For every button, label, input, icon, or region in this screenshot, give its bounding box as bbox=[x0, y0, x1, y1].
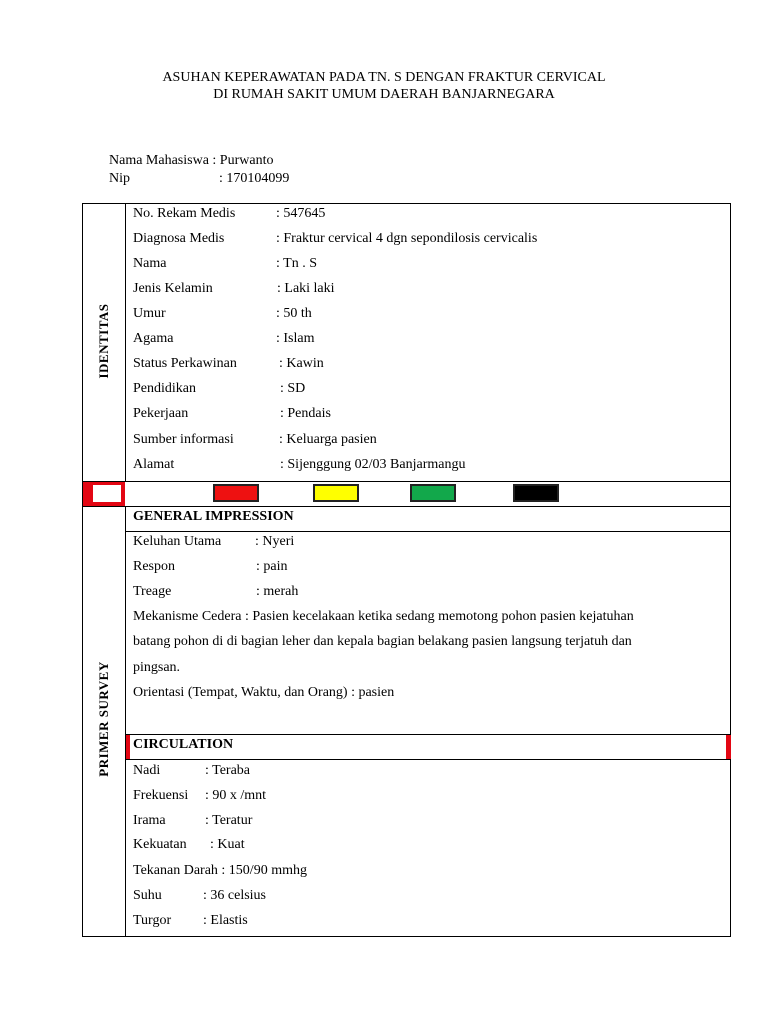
circulation-heading: CIRCULATION bbox=[133, 737, 234, 752]
mekanisme-cedera-line-2: batang pohon di di bagian leher dan kepala bagian belakang pasien langsung terjatuh dan bbox=[133, 634, 632, 649]
identitas-section-label: IDENTITAS bbox=[96, 303, 111, 379]
triage-marker-cell bbox=[83, 482, 125, 506]
identitas-row-label: Sumber informasi bbox=[133, 432, 234, 447]
primer-divider bbox=[125, 506, 126, 937]
identitas-row-label: Status Perkawinan bbox=[133, 356, 237, 371]
triage-marker-box bbox=[93, 485, 121, 502]
circulation-row-value: : Kuat bbox=[210, 837, 245, 852]
identitas-row-label: Umur bbox=[133, 306, 166, 321]
circulation-row-label: Kekuatan bbox=[133, 837, 187, 852]
identitas-row-label: Diagnosa Medis bbox=[133, 231, 225, 246]
identitas-row-value: : 547645 bbox=[276, 206, 326, 221]
circulation-row bbox=[133, 862, 307, 879]
document-title-line-2: DI RUMAH SAKIT UMUM DAERAH BANJARNEGARA bbox=[213, 87, 555, 102]
circulation-row-label: Tekanan Darah bbox=[133, 863, 218, 878]
identitas-row-value: : SD bbox=[280, 381, 306, 396]
circulation-row-label: Frekuensi bbox=[133, 788, 189, 803]
identitas-row-label: Jenis Kelamin bbox=[133, 281, 213, 296]
circulation-row-label: Turgor bbox=[133, 913, 172, 928]
document-title-line-1: ASUHAN KEPERAWATAN PADA TN. S DENGAN FRAKTUR CERVICAL bbox=[162, 70, 606, 85]
identitas-row-value: : Laki laki bbox=[277, 281, 335, 296]
identitas-row-label: Nama bbox=[133, 256, 167, 271]
circulation-row-label: Irama bbox=[133, 813, 166, 828]
row-divider-triage bbox=[82, 506, 731, 507]
identitas-divider bbox=[125, 203, 126, 482]
triage-black-swatch bbox=[513, 484, 559, 502]
general-impression-heading: GENERAL IMPRESSION bbox=[133, 509, 294, 524]
identitas-row-value: : Pendais bbox=[280, 406, 331, 421]
row-divider-general bbox=[125, 531, 731, 532]
triage-green-swatch bbox=[410, 484, 456, 502]
mekanisme-cedera-line-1: Mekanisme Cedera : Pasien kecelakaan ketika sedang memotong pohon pasien kejatuhan bbox=[133, 609, 634, 624]
circulation-row-value: : 150/90 mmhg bbox=[221, 863, 307, 878]
identitas-row-value: : 50 th bbox=[276, 306, 312, 321]
student-name-value: : Purwanto bbox=[212, 153, 274, 168]
identitas-row-label: Pekerjaan bbox=[133, 406, 189, 421]
identitas-row-value: : Keluarga pasien bbox=[279, 432, 377, 447]
general-impression-row-value: : pain bbox=[256, 559, 288, 574]
student-nip-label: Nip bbox=[109, 171, 130, 186]
assessment-table bbox=[82, 203, 731, 937]
identitas-row-label: Alamat bbox=[133, 457, 175, 472]
identitas-row-label: Agama bbox=[133, 331, 174, 346]
general-impression-row-label: Respon bbox=[133, 559, 175, 574]
mekanisme-cedera-line-3: pingsan. bbox=[133, 660, 181, 675]
row-divider-identitas bbox=[82, 481, 731, 482]
identitas-row-value: : Tn . S bbox=[276, 256, 317, 271]
circulation-left-marker bbox=[126, 735, 130, 759]
identitas-row-value: : Fraktur cervical 4 dgn sepondilosis cervicalis bbox=[276, 231, 538, 246]
orientasi-row: Orientasi (Tempat, Waktu, dan Orang) : pasien bbox=[133, 685, 395, 700]
student-name-label: Nama Mahasiswa bbox=[109, 153, 209, 168]
identitas-row-label: No. Rekam Medis bbox=[133, 206, 236, 221]
identitas-row-value: : Islam bbox=[276, 331, 315, 346]
circulation-right-marker bbox=[726, 735, 731, 759]
circulation-row-value: : 36 celsius bbox=[203, 888, 266, 903]
circulation-row-value: : 90 x /mnt bbox=[205, 788, 267, 803]
primer-survey-section-label: PRIMER SURVEY bbox=[96, 661, 111, 777]
general-impression-row-value: : merah bbox=[256, 584, 299, 599]
circulation-row-label: Suhu bbox=[133, 888, 162, 903]
general-impression-row-label: Treage bbox=[133, 584, 172, 599]
identitas-row-label: Pendidikan bbox=[133, 381, 196, 396]
circulation-row-label: Nadi bbox=[133, 763, 161, 778]
circulation-row-value: : Teratur bbox=[205, 813, 253, 828]
general-impression-row-value: : Nyeri bbox=[255, 534, 295, 549]
circulation-row-value: : Elastis bbox=[203, 913, 248, 928]
student-name-row bbox=[109, 152, 273, 169]
identitas-row-value: : Sijenggung 02/03 Banjarmangu bbox=[280, 457, 466, 472]
identitas-row-value: : Kawin bbox=[279, 356, 324, 371]
circulation-row-value: : Teraba bbox=[205, 763, 251, 778]
triage-yellow-swatch bbox=[313, 484, 359, 502]
student-nip-value: : 170104099 bbox=[219, 171, 290, 186]
general-impression-row-label: Keluhan Utama bbox=[133, 534, 222, 549]
triage-red-swatch bbox=[213, 484, 259, 502]
student-nip-row bbox=[109, 170, 289, 187]
